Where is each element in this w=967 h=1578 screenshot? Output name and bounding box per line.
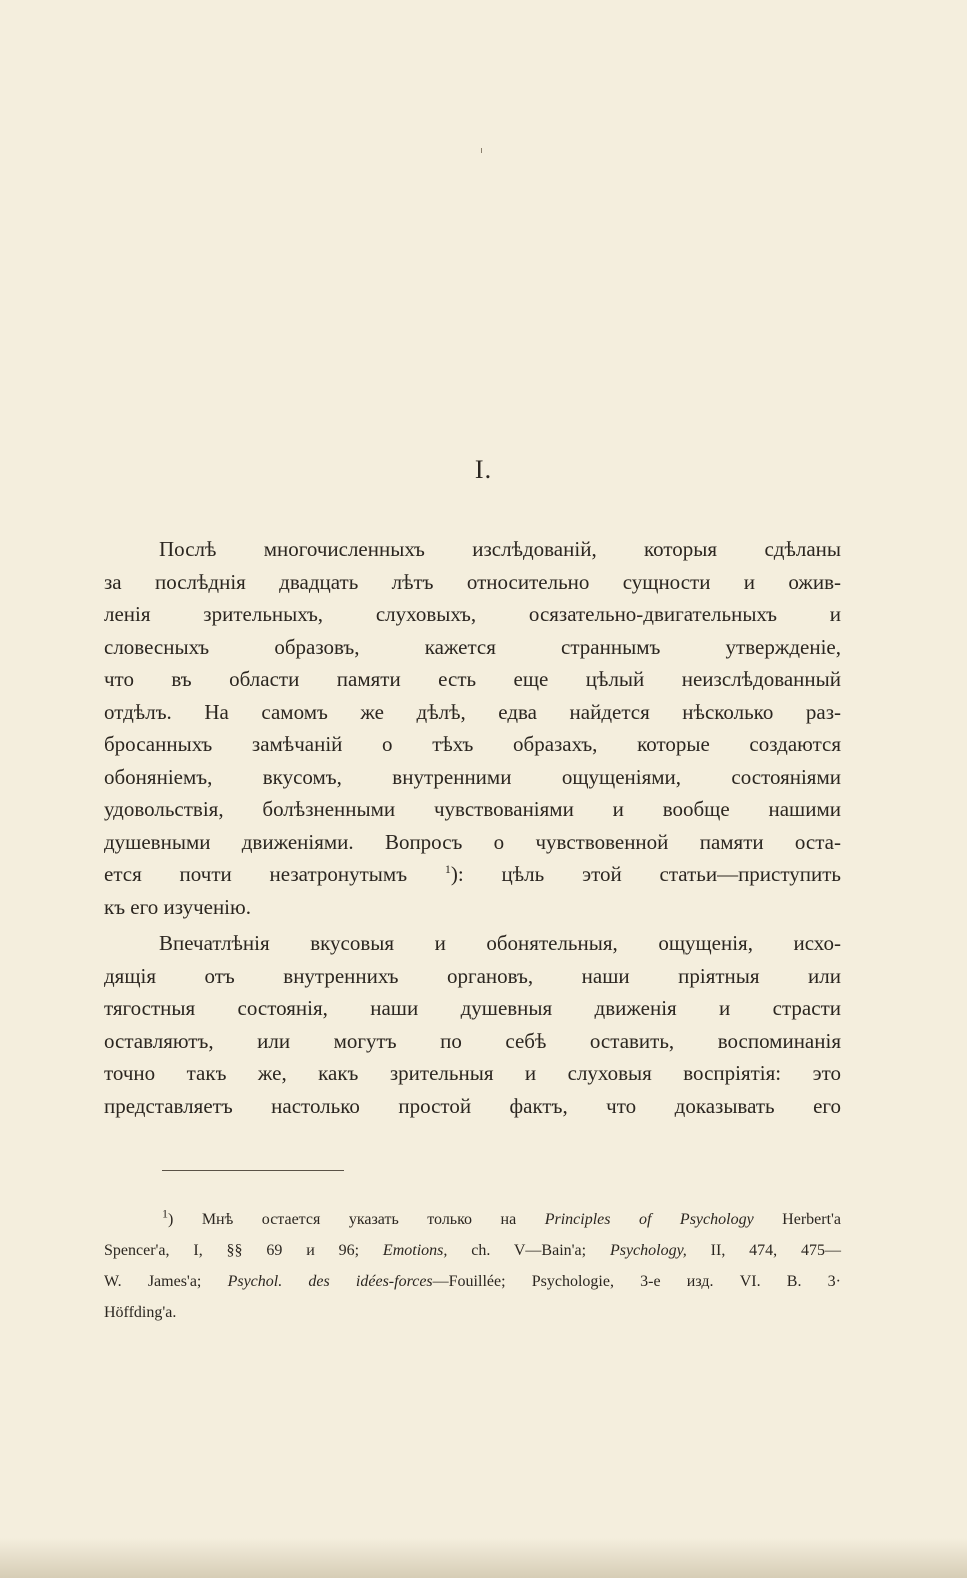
text-fragment: ): цѣль этой статьи—приступить: [450, 862, 841, 886]
footnote-fragment: —Fouillée; Psychologie, 3-е изд. VI. B. 3·: [432, 1273, 841, 1290]
text-line: за послѣднія двадцать лѣтъ относительно сущности и ожив-: [104, 569, 841, 594]
footnote-line: [104, 1235, 841, 1266]
text-line: душевными движеніями. Вопросъ о чувствовенной памяти оста-: [104, 829, 841, 854]
text-line: отдѣлъ. На самомъ же дѣлѣ, едва найдется нѣсколько раз-: [104, 699, 841, 724]
text-line: Впечатлѣнія вкусовыя и обонятельныя, ощущенія, исхо-: [159, 931, 841, 955]
text-line: бросанныхъ замѣчаній о тѣхъ образахъ, которые создаются: [104, 732, 841, 756]
footnote-line: [104, 1266, 841, 1297]
text-line: ленія зрительныхъ, слуховыхъ, осязательно-двигательныхъ и: [104, 602, 841, 626]
text-line: точно такъ же, какъ зрительныя и слуховыя воспріятія: это: [104, 1061, 841, 1085]
footnote-title: Emotions,: [382, 1242, 448, 1259]
text-line: словесныхъ образовъ, кажется страннымъ утвержденіе,: [104, 634, 841, 659]
text-line: оставляютъ, или могутъ по себѣ оставить, воспоминанія: [104, 1028, 841, 1053]
text-fragment: ется почти незатронутымъ: [104, 862, 445, 886]
text-line: къ его изученію.: [104, 894, 251, 919]
footnote-title: Psychol. des idées-forces: [227, 1273, 433, 1290]
body-text: [104, 533, 841, 1122]
text-line: Послѣ многочисленныхъ изслѣдованій, которыя сдѣланы: [159, 537, 841, 561]
print-speck: [481, 148, 482, 153]
text-line: что въ области памяти есть еще цѣлый неизслѣдованный: [104, 667, 841, 691]
footnote-fragment: Herbert'a: [753, 1211, 842, 1228]
text-line: дящія отъ внутреннихъ органовъ, наши пріятныя или: [104, 963, 841, 988]
text-line: представляетъ настолько простой фактъ, что доказывать его: [104, 1093, 841, 1118]
footnote-fragment: ) Мнѣ остается указать только на: [168, 1211, 545, 1228]
footnote-line: [104, 1204, 841, 1235]
footnote-line: Höffding'a.: [104, 1304, 177, 1321]
text-line: тягостныя состоянія, наши душевныя движенія и страсти: [104, 996, 841, 1020]
text-line: обоняніемъ, вкусомъ, внутренними ощущеніями, состояніями: [104, 764, 841, 789]
footnote-title: Principles of Psychology: [544, 1211, 754, 1228]
footnote-fragment: Spencer'a, I, §§ 69 и 96;: [104, 1242, 383, 1259]
page-edge-shadow: [0, 1538, 967, 1578]
footnote-fragment: ch. V—Bain'a;: [447, 1242, 610, 1259]
text-line-with-footnote-ref: [104, 858, 841, 891]
text-line: удовольствія, болѣзненными чувствованіями и вообще нашими: [104, 797, 841, 821]
footnote-separator: [162, 1170, 344, 1171]
footnote-title: Psychology,: [609, 1242, 687, 1259]
chapter-numeral: I.: [474, 455, 493, 484]
footnote-reference: 1: [444, 862, 451, 876]
footnote-mark: 1: [162, 1206, 168, 1221]
footnote-fragment: W. James'a;: [104, 1273, 228, 1290]
footnote-fragment: II, 474, 475—: [686, 1242, 842, 1259]
footnote: [104, 1204, 841, 1328]
